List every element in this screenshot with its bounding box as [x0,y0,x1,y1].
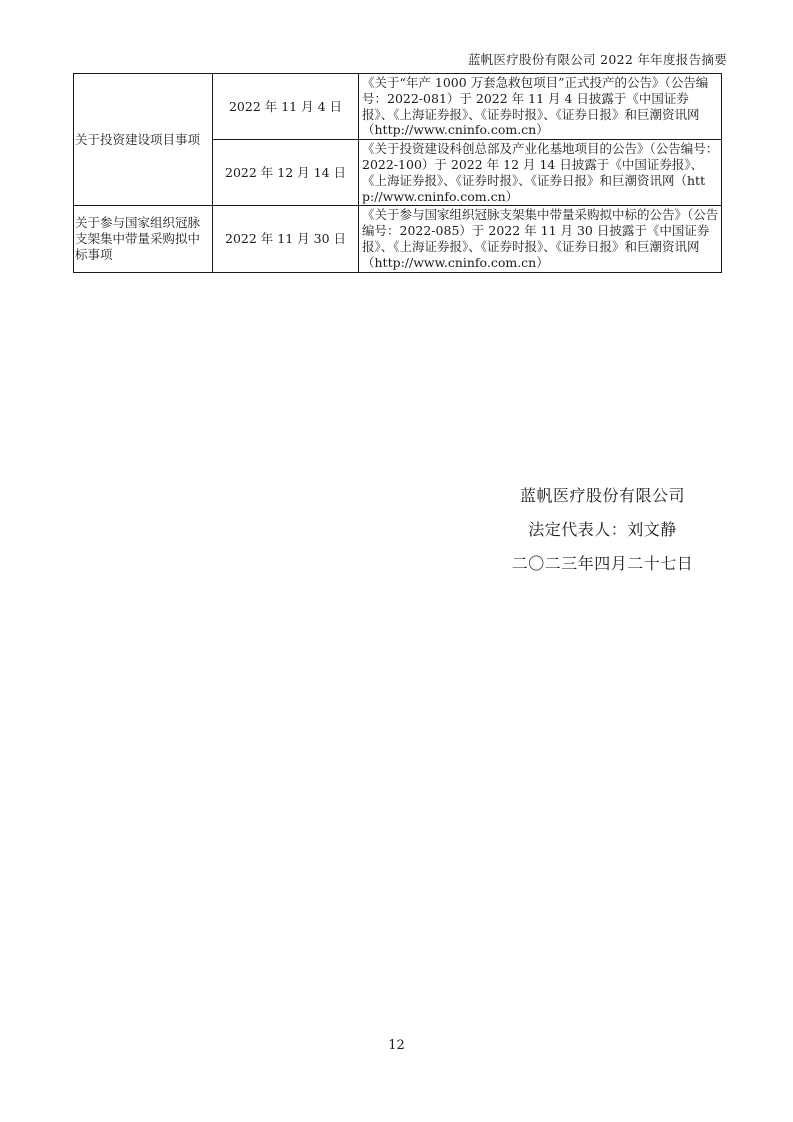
signature-legal-representative: 法定代表人：刘文静 [528,520,677,539]
disclosure-cell: 《关于“年产 1000 万套急救包项目”正式投产的公告》（公告编号：2022-081）于 2022 年 11 月 4 日披露于《中国证券报》、《上海证券报》、《证券时报》、《证券日报》和巨潮资讯网（http://www.cninfo.com.cn） [359,74,722,140]
signature-block [450,479,755,581]
matter-cell-stent-procurement: 关于参与国家组织冠脉支架集中带量采购拟中标事项 [74,206,213,272]
signature-company-name: 蓝帆医疗股份有限公司 [519,486,685,505]
document-header-title: 蓝帆医疗股份有限公司 2022 年年度报告摘要 [467,52,727,67]
page-number: 12 [388,1038,405,1053]
date-cell: 2022 年 11 月 30 日 [213,206,359,272]
disclosure-cell: 《关于投资建设科创总部及产业化基地项目的公告》（公告编号：2022-100）于 2022 年 12 月 14 日披露于《中国证券报》、《上海证券报》、《证券时报》、《证券日报》和巨潮资讯网（http://www.cninfo.com.cn） [359,140,722,206]
signature-date: 二〇二三年四月二十七日 [511,554,694,573]
date-cell: 2022 年 12 月 14 日 [213,140,359,206]
date-cell: 2022 年 11 月 4 日 [213,74,359,140]
table-row [74,206,722,272]
matter-cell-investment-projects: 关于投资建设项目事项 [74,74,213,206]
disclosure-table [73,73,722,273]
table-row [74,74,722,140]
disclosure-cell: 《关于参与国家组织冠脉支架集中带量采购拟中标的公告》（公告编号：2022-085）于 2022 年 11 月 30 日披露于《中国证券报》、《上海证券报》、《证券时报》、《证券日报》和巨潮资讯网（http://www.cninfo.com.cn） [359,206,722,272]
